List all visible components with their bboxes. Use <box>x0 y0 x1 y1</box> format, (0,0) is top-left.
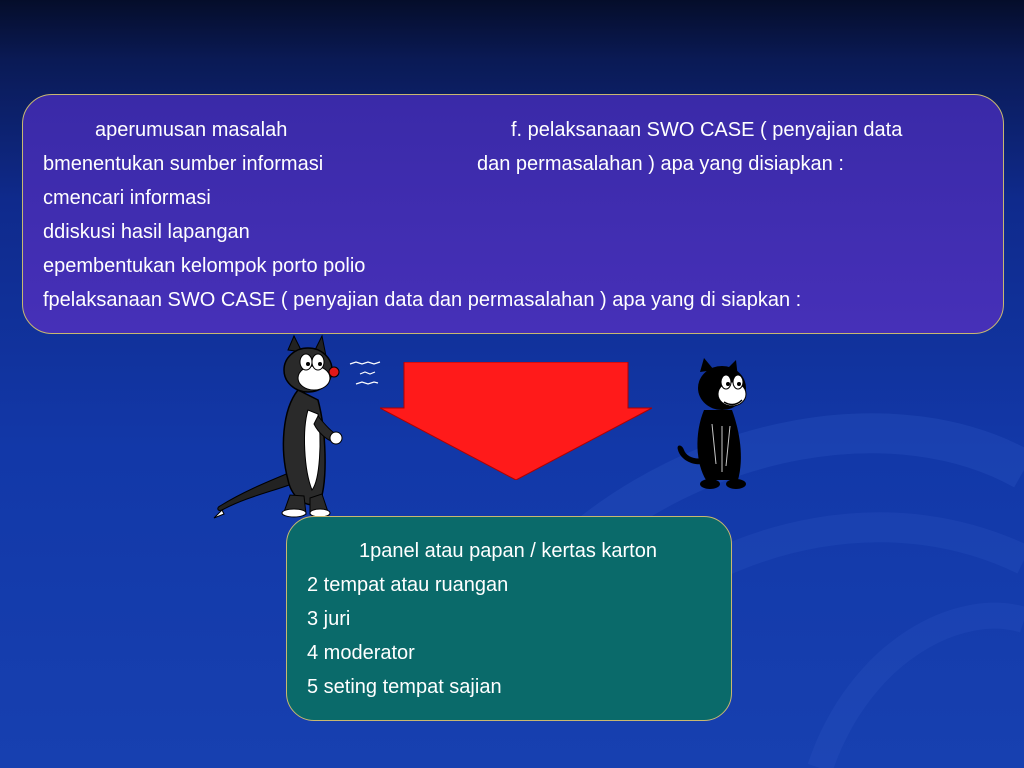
requirement-3: 3 juri <box>307 608 351 630</box>
step-f-detail <box>477 113 987 181</box>
step-f: fpelaksanaan SWO CASE ( penyajian data dan permasalahan ) apa yang di siapkan : <box>43 289 802 311</box>
requirement-5: 5 seting tempat sajian <box>307 676 502 698</box>
requirement-4: 4 moderator <box>307 642 415 664</box>
felix-cat-icon <box>660 354 760 494</box>
requirement-1: 1panel atau papan / kertas karton <box>359 540 657 562</box>
step-b: bmenentukan sumber informasi <box>43 153 324 175</box>
top-text-box <box>22 94 1004 334</box>
step-c: cmencari informasi <box>43 187 211 209</box>
step-f-detail-line2: dan permasalahan ) apa yang disiapkan : <box>477 153 844 175</box>
sylvester-cat-icon <box>210 330 400 520</box>
requirement-2: 2 tempat atau ruangan <box>307 574 509 596</box>
bottom-text-box <box>286 516 732 721</box>
step-f-detail-line1: f. pelaksanaan SWO CASE ( penyajian data <box>511 119 903 141</box>
step-d: ddiskusi hasil lapangan <box>43 221 250 243</box>
down-arrow-icon <box>380 362 652 480</box>
step-e: epembentukan kelompok porto polio <box>43 255 366 277</box>
step-a: aperumusan masalah <box>95 119 288 141</box>
